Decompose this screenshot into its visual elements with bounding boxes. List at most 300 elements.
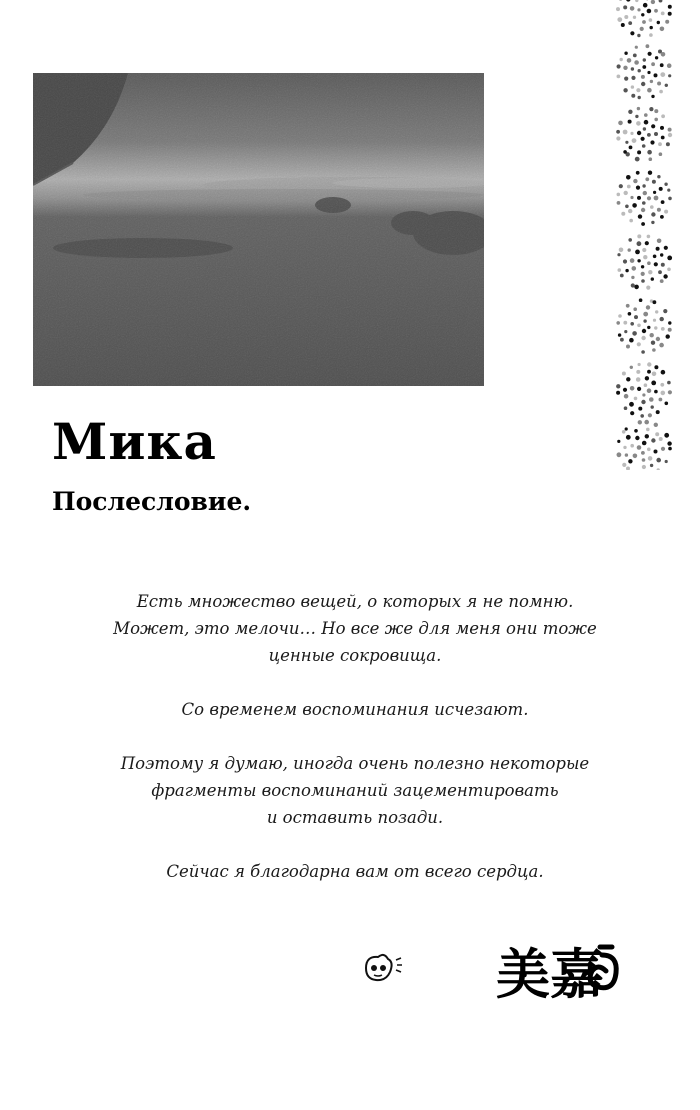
decor-dot	[650, 333, 654, 337]
decor-dot	[651, 95, 654, 98]
decor-dot	[659, 0, 663, 3]
decor-dot	[625, 141, 628, 144]
decor-dot	[654, 196, 659, 201]
decor-dot	[668, 390, 672, 394]
decor-dot	[668, 197, 672, 201]
decor-dot	[617, 17, 622, 22]
decor-dot	[641, 336, 645, 340]
decor-dot	[617, 75, 621, 79]
decor-dot	[631, 76, 635, 80]
decor-dot	[617, 193, 621, 197]
decor-dot	[626, 0, 630, 2]
text-line: фрагменты воспоминаний зацементировать	[151, 781, 559, 800]
decor-dot	[661, 391, 666, 396]
decor-dot	[618, 333, 621, 336]
decor-dot	[659, 343, 664, 348]
decor-dot	[648, 52, 652, 56]
decor-dot	[648, 171, 652, 175]
decor-dot	[661, 52, 666, 57]
decor-dot	[647, 362, 651, 366]
decor-dot	[640, 414, 644, 418]
decor-dot	[624, 52, 627, 55]
decor-dot	[639, 298, 643, 302]
decor-dot	[619, 0, 623, 1]
decor-dot	[653, 300, 657, 304]
decor-dot	[620, 274, 624, 278]
decor-dot	[659, 152, 663, 156]
decor-dot	[650, 205, 654, 209]
decor-dot	[657, 21, 660, 24]
decor-dot	[638, 407, 642, 411]
decor-dot	[630, 444, 634, 448]
decor-dot	[648, 456, 653, 461]
decor-dot	[653, 319, 656, 322]
decor-dot	[660, 279, 664, 283]
decor-dot	[637, 241, 642, 246]
decor-dot	[633, 179, 637, 183]
decor-dot	[647, 261, 651, 265]
decor-dot	[654, 326, 657, 329]
decor-dot	[643, 191, 647, 195]
decor-dot	[647, 448, 651, 452]
decor-dot	[665, 402, 669, 406]
decor-dot	[627, 185, 631, 189]
decor-dot	[660, 72, 665, 77]
decor-dot	[623, 446, 626, 449]
decor-dot	[636, 121, 641, 126]
decor-dot	[641, 350, 645, 354]
decor-dot	[668, 74, 671, 77]
decor-dot	[630, 411, 634, 415]
text-line: и оставить позади.	[266, 808, 444, 827]
decor-dot	[659, 398, 663, 402]
decor-dot	[645, 376, 649, 380]
decor-dot	[643, 127, 646, 130]
decor-dot	[653, 254, 657, 258]
decor-dot	[643, 255, 647, 259]
page-subtitle: Послесловие.	[52, 487, 252, 516]
decor-dot	[652, 348, 656, 352]
decor-dot	[628, 459, 632, 463]
decor-dot	[635, 250, 640, 255]
decor-dot	[647, 71, 650, 74]
decor-dot	[637, 34, 640, 37]
decor-dot	[660, 253, 663, 256]
decor-dot	[628, 312, 632, 316]
decor-dot	[631, 276, 634, 279]
decor-dot	[646, 428, 650, 432]
decor-dot	[633, 307, 637, 311]
decor-dot	[650, 26, 653, 29]
decor-dot	[644, 113, 648, 117]
decor-dot	[616, 384, 620, 388]
decor-dot	[654, 132, 658, 136]
decor-dot	[657, 175, 660, 178]
decor-dot	[628, 238, 632, 242]
decor-dot	[637, 131, 641, 135]
decor-dot	[631, 283, 635, 287]
decor-dot	[654, 73, 658, 77]
decor-dot	[618, 268, 622, 272]
decor-dot	[636, 377, 641, 382]
decor-dot	[641, 279, 645, 283]
decor-dot	[647, 370, 651, 374]
decor-dot	[667, 63, 672, 68]
decor-dot	[667, 268, 671, 272]
decor-dot	[630, 386, 635, 391]
decor-dot	[647, 88, 652, 93]
decor-dot	[636, 370, 640, 374]
decor-dot	[649, 157, 653, 161]
decor-dot	[667, 189, 670, 192]
decor-dot	[652, 180, 656, 184]
decor-dot	[630, 132, 633, 135]
decor-dot	[653, 191, 656, 194]
afterword-paragraph	[80, 750, 630, 831]
decor-dot	[642, 248, 646, 252]
decor-dot	[629, 219, 633, 223]
decor-dot	[632, 266, 637, 271]
decor-dot	[635, 46, 638, 49]
decor-dot	[661, 136, 665, 140]
decor-dot	[668, 133, 672, 137]
decor-dot	[637, 387, 641, 391]
decor-dot	[637, 8, 640, 11]
decor-dot	[618, 121, 623, 126]
decor-dot	[636, 171, 640, 175]
decor-dot	[634, 60, 639, 65]
decor-dot	[616, 321, 620, 325]
decor-dot	[651, 381, 656, 386]
decor-dot	[651, 124, 655, 128]
decor-dot	[632, 138, 637, 143]
decor-dot	[656, 458, 661, 463]
decor-dot	[658, 142, 662, 146]
decor-dot	[628, 248, 631, 251]
text-line: Со временем воспоминания исчезают.	[181, 700, 529, 719]
decor-dot	[633, 454, 638, 459]
decor-dot	[637, 150, 641, 154]
decor-dot	[629, 402, 634, 407]
decor-dot	[628, 120, 632, 124]
decor-dot	[654, 109, 658, 113]
decor-dot	[638, 363, 641, 366]
decor-dot	[642, 65, 646, 69]
decor-dot	[661, 114, 665, 118]
decor-dot	[632, 203, 637, 208]
decor-dot	[617, 201, 621, 205]
decor-dot	[631, 67, 634, 70]
signature-text: 美嘉	[496, 942, 604, 1006]
decor-dot	[637, 234, 641, 238]
decor-dot	[663, 309, 667, 313]
decor-dot	[667, 256, 672, 261]
decor-dot	[635, 436, 639, 440]
decor-dot	[648, 413, 652, 417]
decor-dot	[655, 432, 659, 436]
decor-dot	[646, 286, 650, 290]
decor-dot	[622, 430, 626, 434]
decor-dot	[624, 77, 628, 81]
afterword-paragraph	[80, 588, 630, 669]
decor-dot	[642, 329, 646, 333]
decor-dot	[668, 321, 671, 324]
decor-dot	[650, 140, 654, 144]
decor-dot	[641, 137, 645, 141]
decor-dot	[617, 440, 620, 443]
decor-dot	[621, 212, 625, 216]
decor-dot	[618, 314, 622, 318]
decor-dot	[667, 441, 671, 445]
decor-dot	[661, 370, 666, 375]
decor-dot	[664, 210, 668, 214]
decor-dot	[617, 452, 622, 457]
decor-dot	[659, 187, 663, 191]
afterword-text	[80, 588, 630, 912]
decor-dot	[628, 110, 632, 114]
decor-dot	[642, 441, 647, 446]
decor-dot	[651, 341, 655, 345]
decor-dot	[649, 18, 653, 22]
decor-dot	[660, 63, 664, 67]
decor-dot	[664, 246, 668, 250]
decor-dot	[660, 215, 664, 219]
decor-dot	[616, 391, 620, 395]
decor-dot	[668, 447, 672, 451]
decor-dot	[654, 450, 658, 454]
decor-dot	[638, 69, 641, 72]
decor-dot	[650, 80, 653, 83]
decor-dot	[660, 27, 665, 32]
decor-dot	[666, 142, 670, 146]
decor-dot	[628, 209, 632, 213]
decor-dot	[637, 196, 641, 200]
decor-dot	[651, 221, 654, 224]
decor-dot	[616, 130, 620, 134]
page-title: Мика	[52, 412, 217, 471]
decor-dot	[665, 84, 668, 87]
decor-dot	[638, 420, 642, 424]
decor-dot	[643, 3, 648, 8]
decor-dot	[642, 201, 646, 205]
decor-dot	[642, 393, 645, 396]
decor-dot	[646, 44, 650, 48]
decor-dot	[658, 270, 662, 274]
decor-dot	[651, 212, 655, 216]
decor-dot	[654, 365, 658, 369]
decor-dot	[659, 90, 663, 94]
decor-dot	[668, 328, 672, 332]
decor-dot	[643, 319, 646, 322]
decor-dot	[651, 438, 655, 442]
decor-dot	[651, 277, 654, 280]
decor-dot	[630, 322, 634, 326]
decor-dot	[624, 406, 628, 410]
decor-dot	[625, 205, 629, 209]
decor-dot	[627, 58, 632, 63]
decor-dot	[637, 445, 642, 450]
decor-dot	[642, 184, 645, 187]
decor-dot	[657, 468, 660, 470]
decor-dot	[654, 262, 658, 266]
decor-dot	[651, 62, 655, 66]
decor-dot	[641, 208, 645, 212]
decor-dot	[655, 310, 658, 313]
decor-dot	[647, 326, 650, 329]
decor-dot	[626, 345, 630, 349]
decor-dot	[657, 208, 661, 212]
decor-dot	[626, 304, 630, 308]
decor-dot	[649, 33, 653, 37]
decor-dot	[668, 5, 672, 9]
text-line: Может, это мелочи… Но все же для меня они тоже	[113, 619, 597, 638]
decor-dot	[645, 177, 649, 181]
decor-dot	[661, 447, 665, 451]
decor-dot	[641, 82, 645, 86]
decor-dot	[641, 75, 645, 79]
decor-dot	[634, 397, 638, 401]
cover-photo-airplane-sky	[33, 73, 484, 386]
decor-dot	[641, 265, 644, 268]
decor-dot	[630, 258, 635, 263]
text-line: Есть множество вещей, о которых я не помню.	[136, 592, 574, 611]
decor-dot	[642, 458, 646, 462]
decor-dot	[668, 128, 672, 132]
afterword-paragraph	[80, 696, 630, 723]
decor-dot	[644, 120, 649, 125]
decor-dot	[623, 66, 627, 70]
decor-dot	[634, 315, 638, 319]
decor-dot	[631, 94, 635, 98]
decor-dot	[623, 321, 627, 325]
decor-dot	[623, 5, 627, 9]
decor-dot	[656, 410, 660, 414]
decor-dot	[623, 150, 627, 154]
decor-dot	[625, 269, 628, 272]
decor-dot	[651, 0, 655, 4]
decor-dot	[630, 366, 633, 369]
decor-dot	[641, 13, 644, 16]
decor-dot	[641, 272, 645, 276]
decor-dot	[626, 435, 631, 440]
decor-dot	[643, 312, 648, 317]
decor-dot	[645, 434, 649, 438]
decor-dot	[626, 175, 631, 180]
decor-dot	[637, 342, 641, 346]
decor-dot	[616, 7, 620, 11]
decor-dot	[665, 460, 668, 463]
decor-dot	[647, 235, 651, 239]
decor-dot	[664, 183, 667, 186]
decor-dot	[620, 58, 623, 61]
decor-dot	[661, 12, 665, 16]
decor-dot	[638, 214, 642, 218]
decor-dot	[657, 82, 661, 86]
dotted-circles-border	[608, 0, 680, 470]
decor-dot	[635, 157, 640, 162]
text-line: Поэтому я думаю, иногда очень полезно некоторые	[120, 754, 590, 773]
text-line: Сейчас я благодарна вам от всего сердца.	[166, 862, 544, 881]
decor-dot	[634, 429, 638, 433]
decor-dot	[623, 388, 627, 392]
decor-dot	[647, 388, 652, 393]
decor-dot	[626, 377, 630, 381]
decor-dot	[661, 327, 665, 331]
decor-dot	[661, 200, 665, 204]
decor-dot	[630, 6, 635, 11]
smiley-face-icon	[360, 950, 406, 986]
decor-dot	[647, 9, 652, 14]
decor-dot	[659, 437, 663, 441]
decor-dot	[631, 85, 634, 88]
decor-dot	[623, 130, 628, 135]
decor-dot	[629, 146, 633, 150]
decor-dot	[648, 270, 652, 274]
decor-dot	[630, 196, 633, 199]
decor-dot	[656, 247, 660, 251]
decor-dot	[645, 241, 649, 245]
decor-dot	[636, 186, 640, 190]
decor-dot	[637, 324, 641, 328]
decor-dot	[624, 330, 627, 333]
decor-dot	[647, 196, 651, 200]
decor-dot	[635, 115, 638, 118]
decor-dot	[660, 126, 664, 130]
decor-dot	[655, 56, 658, 59]
decor-dot	[638, 96, 641, 99]
decor-dot	[634, 285, 639, 290]
decor-dot	[623, 88, 627, 92]
decor-dot	[657, 239, 662, 244]
decor-dot	[665, 20, 669, 24]
decor-dot	[641, 400, 645, 404]
decor-dot	[654, 390, 658, 394]
decor-dot	[663, 274, 667, 278]
decor-dot	[629, 338, 634, 343]
decor-dot	[644, 383, 648, 387]
decor-dot	[624, 191, 628, 195]
decor-dot	[624, 15, 628, 19]
decor-dot	[628, 21, 632, 25]
decor-dot	[654, 423, 658, 427]
decor-dot	[622, 463, 626, 467]
decor-dot	[642, 20, 646, 24]
decor-dot	[625, 427, 628, 430]
decor-dot	[666, 334, 670, 338]
decor-dot	[654, 9, 658, 13]
decor-dot	[621, 23, 625, 27]
decor-dot	[624, 394, 629, 399]
decor-dot	[640, 27, 644, 31]
decor-dot	[656, 337, 660, 341]
decor-dot	[668, 12, 672, 16]
decor-dot	[649, 397, 654, 402]
decor-dot	[637, 259, 640, 262]
decor-dot	[660, 383, 664, 387]
author-signature	[494, 925, 624, 1015]
decor-dot	[625, 453, 628, 456]
decor-dot	[626, 467, 630, 471]
decor-dot	[644, 420, 649, 425]
decor-dot	[633, 54, 637, 58]
decor-dot	[641, 451, 645, 455]
decor-dot	[646, 305, 650, 309]
decor-dot	[641, 222, 645, 226]
decor-dot	[651, 405, 654, 408]
decor-dot	[643, 58, 646, 61]
decor-dot	[635, 0, 638, 2]
decor-dot	[617, 253, 620, 256]
